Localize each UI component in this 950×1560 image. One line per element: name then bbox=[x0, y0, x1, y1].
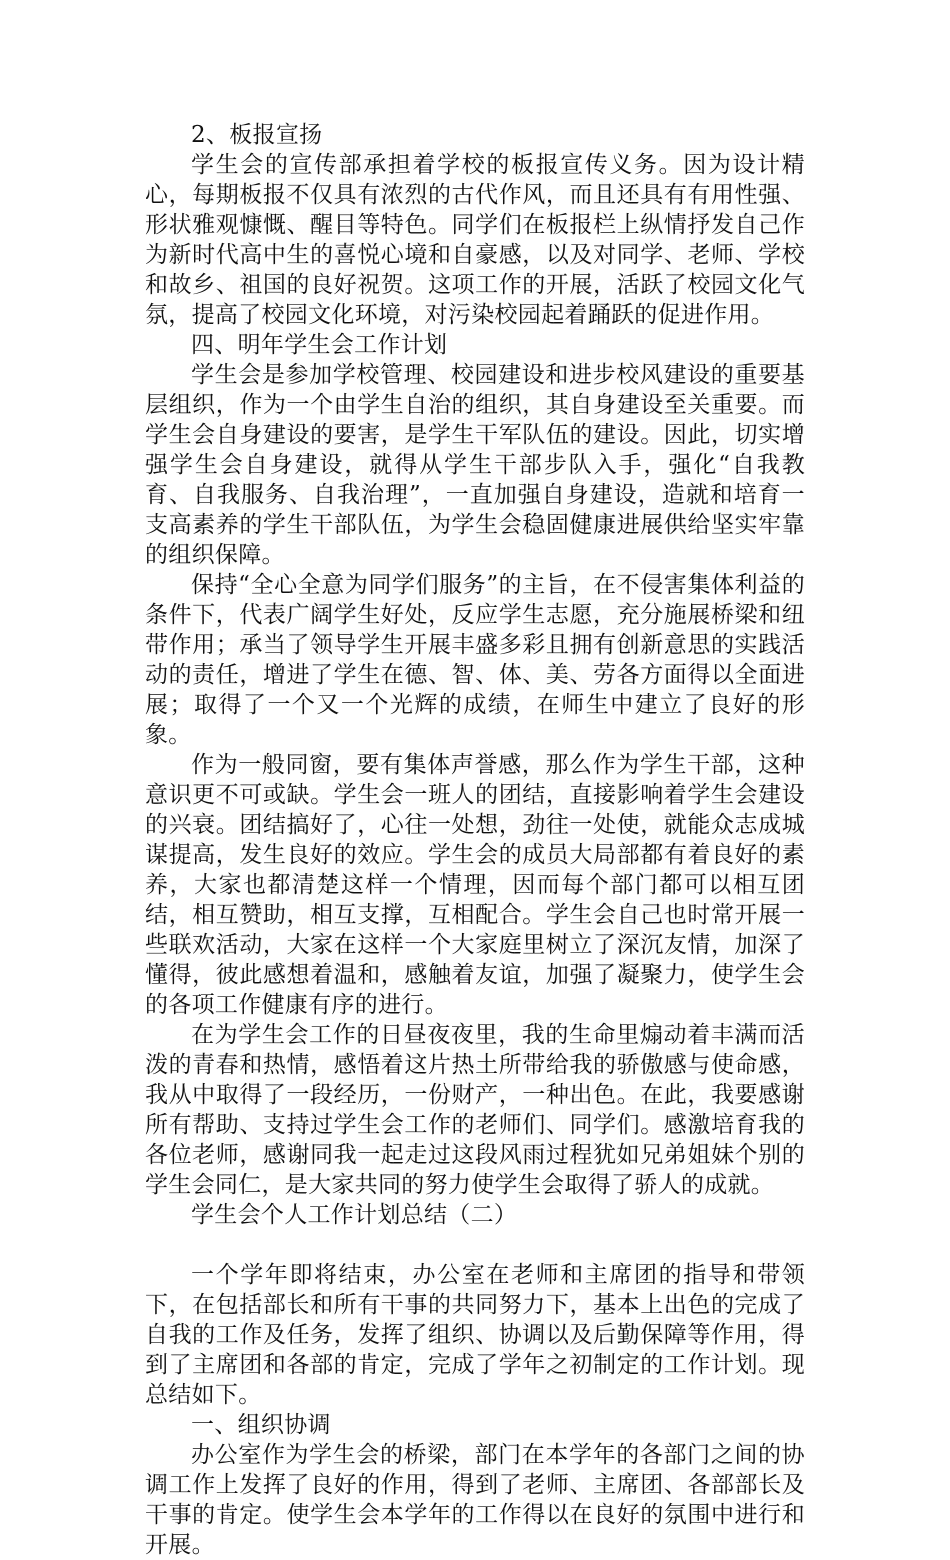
paragraph-part2-intro: 一个学年即将结束，办公室在老师和主席团的指导和带领下，在包括部长和所有干事的共同努力下，基本上出色的完成了自我的工作及任务，发挥了组织、协调以及后勤保障等作用，得到了主席团和各部的肯定，完成了学年之初制定的工作计划。现总结如下。 bbox=[145, 1262, 805, 1408]
paragraph-plan-3: 作为一般同窗，要有集体声誉感，那么作为学生干部，这种意识更不可或缺。学生会一班人的团结，直接影响着学生会建设的兴衰。团结搞好了，心往一处想，劲往一处使，就能众志成城谋提高，发生良好的效应。学生会的成员大局部都有着良好的素养，大家也都清楚这样一个情理，因而每个部门都可以相互团结，相互赞助，相互支撑，互相配合。学生会自己也时常开展一些联欢活动，大家在这样一个大家庭里树立了深沉友情，加深了懂得，彼此感想着温和，感触着友谊，加强了凝聚力，使学生会的各项工作健康有序的进行。 bbox=[145, 752, 805, 1018]
part2-title: 学生会个人工作计划总结（二） bbox=[191, 1202, 518, 1228]
blank-line bbox=[145, 1230, 805, 1260]
paragraph-organize: 办公室作为学生会的桥梁，部门在本学年的各部门之间的协调工作上发挥了良好的作用，得到了老师、主席团、各部部长及干事的肯定。使学生会本学年的工作得以在良好的氛围中进行和开展。 bbox=[145, 1442, 805, 1558]
document-body bbox=[145, 120, 805, 1560]
section-heading-board: 2、板报宣扬 bbox=[191, 122, 323, 148]
section-heading-plan: 四、明年学生会工作计划 bbox=[191, 332, 448, 358]
paragraph-plan-2: 保持“全心全意为同学们服务”的主旨，在不侵害集体利益的条件下，代表广阔学生好处，反应学生志愿，充分施展桥梁和纽带作用；承当了领导学生开展丰盛多彩且拥有创新意思的实践活动的责任，增进了学生在德、智、体、美、劳各方面得以全面进展；取得了一个又一个光辉的成绩，在师生中建立了良好的形象。 bbox=[145, 572, 805, 748]
paragraph-plan-1: 学生会是参加学校管理、校园建设和进步校风建设的重要基层组织，作为一个由学生自治的组织，其自身建设至关重要。而学生会自身建设的要害，是学生干军队伍的建设。因此，切实增强学生会自身建设，就得从学生干部步队入手，强化“自我教育、自我服务、自我治理”，一直加强自身建设，造就和培育一支高素养的学生干部队伍，为学生会稳固健康进展供给坚实牢靠的组织保障。 bbox=[145, 362, 805, 568]
paragraph-plan-4: 在为学生会工作的日昼夜夜里，我的生命里煽动着丰满而活泼的青春和热情，感悟着这片热土所带给我的骄傲感与使命感，我从中取得了一段经历，一份财产，一种出色。在此，我要感谢所有帮助、支持过学生会工作的老师们、同学们。感激培育我的各位老师，感谢同我一起走过这段风雨过程犹如兄弟姐妹个别的学生会同仁，是大家共同的努力使学生会取得了骄人的成就。 bbox=[145, 1022, 805, 1198]
paragraph-board: 学生会的宣传部承担着学校的板报宣传义务。因为设计精心，每期板报不仅具有浓烈的古代作风，而且还具有有用性强、形状雅观慷慨、醒目等特色。同学们在板报栏上纵情抒发自己作为新时代高中生的喜悦心境和自豪感，以及对同学、老师、学校和故乡、祖国的良好祝贺。这项工作的开展，活跃了校园文化气氛，提高了校园文化环境，对污染校园起着踊跃的促进作用。 bbox=[145, 152, 805, 328]
section-heading-organize: 一、组织协调 bbox=[191, 1412, 331, 1438]
